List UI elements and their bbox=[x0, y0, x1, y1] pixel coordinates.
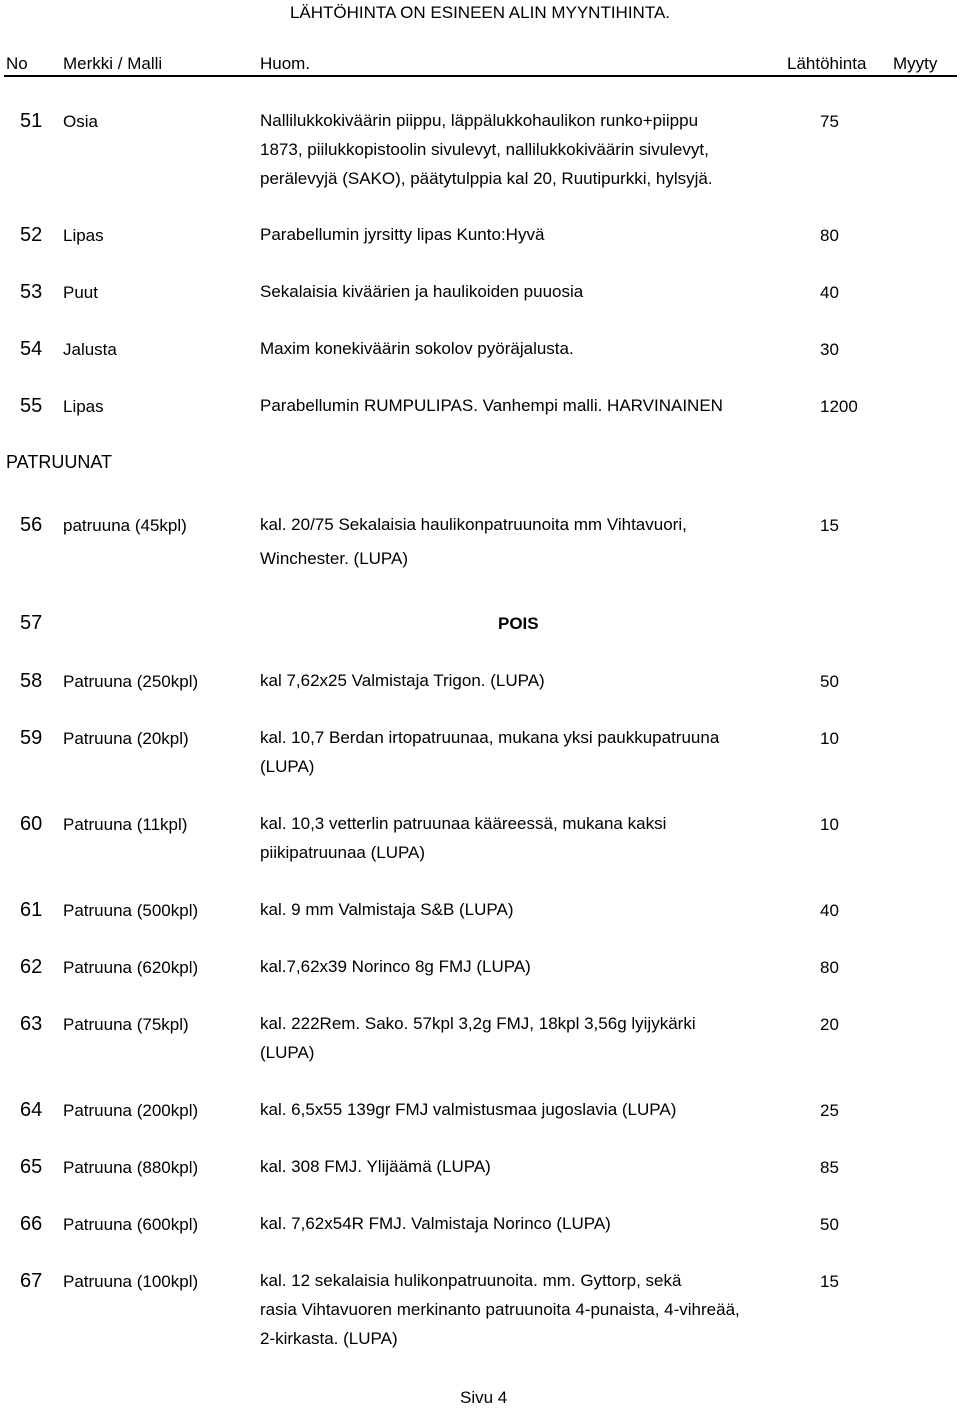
item-brand: Patruuna (250kpl) bbox=[63, 672, 199, 691]
item-number: 52 bbox=[20, 224, 43, 246]
item-price: 20 bbox=[820, 1015, 839, 1034]
item-number: 64 bbox=[20, 1099, 43, 1121]
item-brand: Patruuna (500kpl) bbox=[63, 901, 199, 920]
item-number: 58 bbox=[20, 670, 43, 692]
item-price: 30 bbox=[820, 340, 839, 359]
item-brand: Patruuna (20kpl) bbox=[63, 729, 189, 748]
header-divider bbox=[4, 75, 957, 77]
item-number: 63 bbox=[20, 1013, 43, 1035]
item-description: Sekalaisia kiväärien ja haulikoiden puuosia bbox=[260, 282, 584, 301]
item-brand: Patruuna (200kpl) bbox=[63, 1101, 199, 1120]
item-brand: Patruuna (75kpl) bbox=[63, 1015, 189, 1034]
item-description: Parabellumin jyrsitty lipas Kunto:Hyvä bbox=[260, 225, 545, 244]
item-brand: Patruuna (11kpl) bbox=[63, 815, 188, 834]
item-description: kal. 12 sekalaisia hulikonpatruunoita. mm. Gyttorp, sekä rasia Vihtavuoren merkinanto patruunoita 4-punaista, 4-vihreää, 2-kirkasta. (LUPA) bbox=[260, 1271, 740, 1348]
item-brand: Osia bbox=[63, 112, 98, 131]
item-brand: Jalusta bbox=[63, 340, 117, 359]
item-number: 65 bbox=[20, 1156, 43, 1178]
item-number: 51 bbox=[20, 110, 43, 132]
item-description: kal. 10,3 vetterlin patruunaa kääreessä, mukana kaksi piikipatruunaa (LUPA) bbox=[260, 814, 667, 862]
item-number: 54 bbox=[20, 338, 43, 360]
item-price: 10 bbox=[820, 815, 839, 834]
item-price: 80 bbox=[820, 226, 839, 245]
item-description: kal. 6,5x55 139gr FMJ valmistusmaa jugoslavia (LUPA) bbox=[260, 1100, 677, 1119]
item-price: 40 bbox=[820, 283, 839, 302]
item-number: 57 bbox=[20, 612, 43, 634]
item-brand: Lipas bbox=[63, 397, 104, 416]
column-header-brand: Merkki / Malli bbox=[63, 54, 163, 73]
item-price: 10 bbox=[820, 729, 839, 748]
item-brand: Patruuna (600kpl) bbox=[63, 1215, 199, 1234]
item-price: 80 bbox=[820, 958, 839, 977]
item-price: 85 bbox=[820, 1158, 839, 1177]
page-title: LÄHTÖHINTA ON ESINEEN ALIN MYYNTIHINTA. bbox=[289, 3, 671, 22]
item-price: 1200 bbox=[820, 397, 858, 416]
item-price: 25 bbox=[820, 1101, 839, 1120]
column-header-sold: Myyty bbox=[893, 54, 938, 73]
item-description: kal.7,62x39 Norinco 8g FMJ (LUPA) bbox=[260, 957, 531, 976]
item-description: kal. 10,7 Berdan irtopatruunaa, mukana yksi paukkupatruuna (LUPA) bbox=[260, 728, 720, 776]
item-price: 40 bbox=[820, 901, 839, 920]
item-number: 66 bbox=[20, 1213, 43, 1235]
item-description: kal. 20/75 Sekalaisia haulikonpatruunoita mm Vihtavuori, Winchester. (LUPA) bbox=[260, 515, 687, 568]
page-number: Sivu 4 bbox=[460, 1388, 508, 1407]
item-number: 53 bbox=[20, 281, 43, 303]
item-price: 50 bbox=[820, 672, 839, 691]
item-price: 50 bbox=[820, 1215, 839, 1234]
item-brand: Patruuna (620kpl) bbox=[63, 958, 199, 977]
item-description: kal. 308 FMJ. Ylijäämä (LUPA) bbox=[260, 1157, 491, 1176]
column-header-note: Huom. bbox=[260, 54, 311, 73]
item-description: Nallilukkokiväärin piippu, läppälukkohaulikon runko+piippu 1873, piilukkopistoolin sivulevyt, nallilukkokiväärin sivulevyt, perälevyjä (SAKO), päätytulppia kal 20, Ruutipurkki, hylsyjä. bbox=[260, 111, 713, 188]
removed-label: POIS bbox=[498, 614, 539, 633]
item-number: 60 bbox=[20, 813, 43, 835]
item-number: 62 bbox=[20, 956, 43, 978]
item-number: 55 bbox=[20, 395, 43, 417]
column-header-no: No bbox=[6, 54, 28, 73]
item-number: 61 bbox=[20, 899, 43, 921]
item-number: 67 bbox=[20, 1270, 43, 1292]
item-description: kal 7,62x25 Valmistaja Trigon. (LUPA) bbox=[260, 671, 545, 690]
item-brand: Lipas bbox=[63, 226, 104, 245]
item-description: kal. 7,62x54R FMJ. Valmistaja Norinco (LUPA) bbox=[260, 1214, 611, 1233]
section-title: PATRUUNAT bbox=[6, 452, 112, 472]
item-number: 59 bbox=[20, 727, 43, 749]
item-brand: Puut bbox=[63, 283, 98, 302]
item-description: kal. 9 mm Valmistaja S&B (LUPA) bbox=[260, 900, 514, 919]
item-price: 15 bbox=[820, 1272, 839, 1291]
item-description: kal. 222Rem. Sako. 57kpl 3,2g FMJ, 18kpl 3,56g lyijykärki (LUPA) bbox=[260, 1014, 696, 1062]
item-description: Parabellumin RUMPULIPAS. Vanhempi malli. HARVINAINEN bbox=[260, 396, 723, 415]
item-brand: patruuna (45kpl) bbox=[63, 516, 187, 535]
item-description: Maxim konekiväärin sokolov pyöräjalusta. bbox=[260, 339, 574, 358]
column-header-price: Lähtöhinta bbox=[787, 54, 867, 73]
item-number: 56 bbox=[20, 514, 43, 536]
item-brand: Patruuna (880kpl) bbox=[63, 1158, 199, 1177]
item-price: 75 bbox=[820, 112, 839, 131]
item-brand: Patruuna (100kpl) bbox=[63, 1272, 199, 1291]
item-price: 15 bbox=[820, 516, 839, 535]
